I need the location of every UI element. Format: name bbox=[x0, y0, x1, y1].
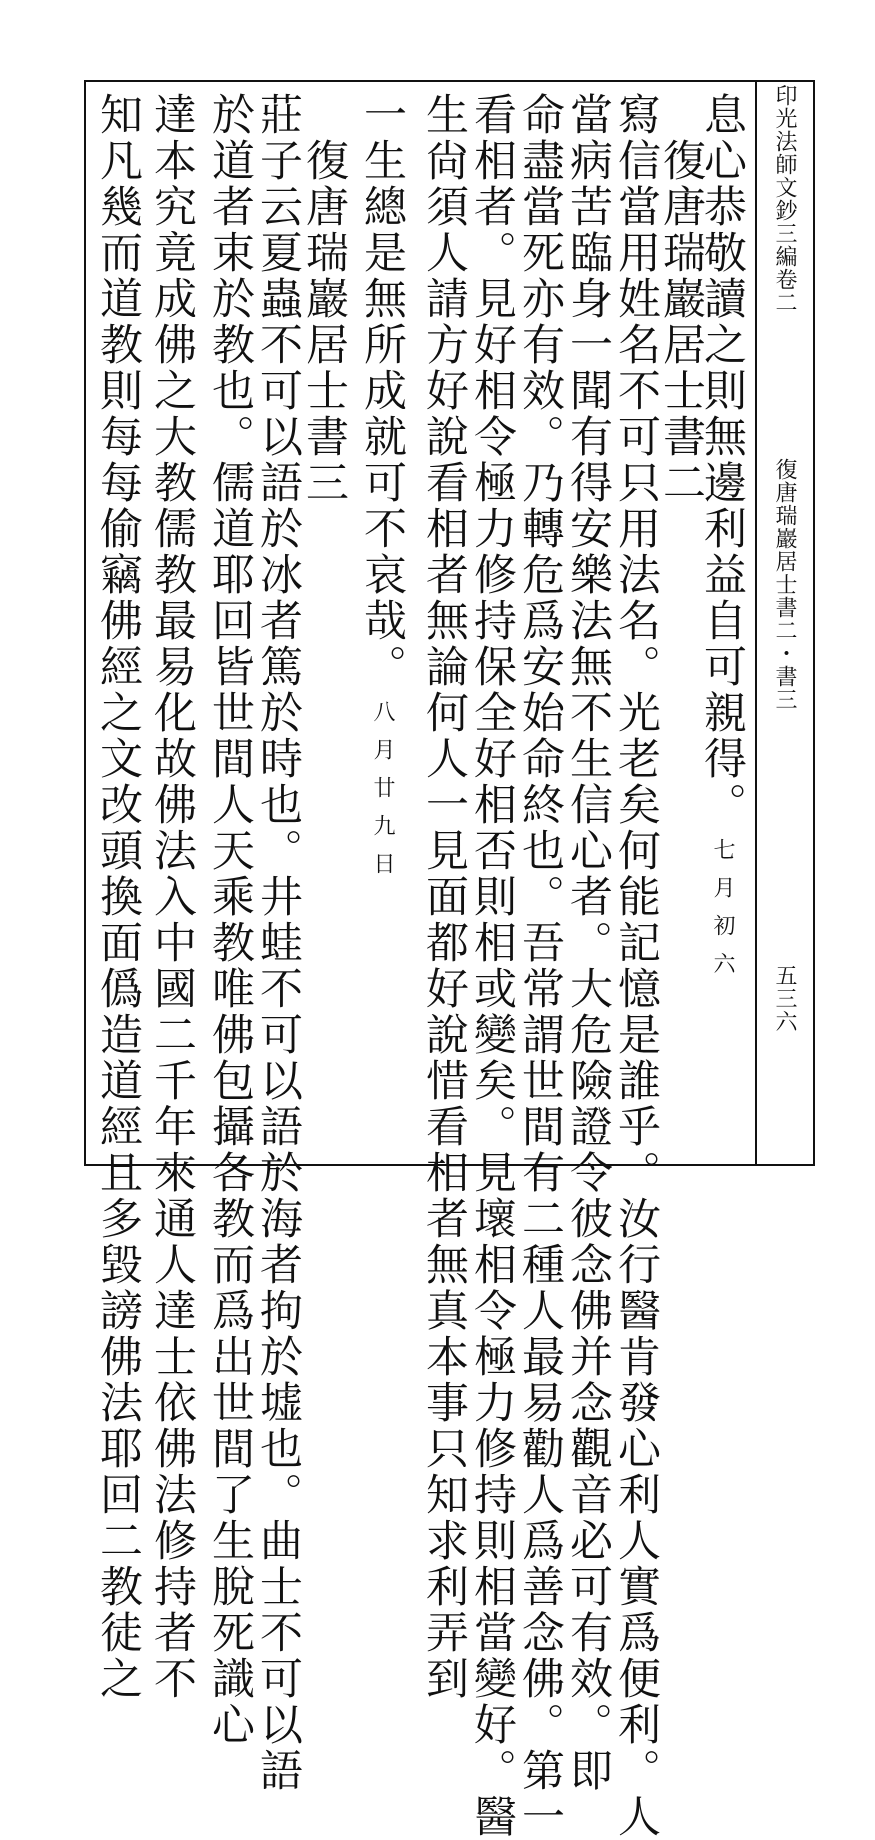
text-column: 息心恭敬讀之則無邊利益自可親得。七月初六 bbox=[697, 92, 747, 990]
text-column: 達本究竟成佛之大教儒教最易化故佛法入中國二千年來通人達士依佛法修持者不 bbox=[147, 92, 197, 1702]
date-note: 八月廿九日 bbox=[370, 700, 395, 890]
page-number: 五三六 bbox=[772, 964, 797, 1033]
text-column: 知凡幾而道教則每每偷竊佛經之文改頭換面僞造道經且多毀謗佛法耶回二教徒之 bbox=[93, 92, 143, 1702]
text-column: 於道者束於教也。儒道耶回皆世間人天乘教唯佛包攝各教而爲出世間了生脫死識心 bbox=[205, 92, 255, 1748]
text-column: 生尙須人請方好說看相者無論何人一見面都好說惜看相者無真本事只知求利弄到 bbox=[419, 92, 469, 1702]
margin-divider bbox=[755, 80, 757, 1166]
text-column: 一生總是無所成就可不哀哉。八月廿九日 bbox=[357, 92, 407, 890]
text-column: 當病苦臨身一聞有得安樂法無不生信心者。大危險證令彼念佛并念觀音必可有效。即 bbox=[563, 92, 613, 1794]
date-note: 七月初六 bbox=[710, 838, 735, 990]
text-column: 莊子云夏蟲不可以語於冰者篤於時也。井蛙不可以語於海者拘於墟也。曲士不可以語 bbox=[253, 92, 303, 1794]
text-column: 看相者。見好相令極力修持保全好相否則相或變矣。見壞相令極力修持則相當變好。醫 bbox=[467, 92, 517, 1840]
text-column: 命盡當死亦有效。乃轉危爲安始命終也。吾常謂世間有二種人最易勸人爲善念佛。第一 bbox=[515, 92, 565, 1840]
book-title: 印光法師文鈔三編卷二 bbox=[772, 84, 797, 314]
letter-heading: 復唐瑞巖居士書三 bbox=[299, 92, 349, 506]
section-title: 復唐瑞巖居士書二・書三 bbox=[772, 458, 797, 711]
text-column: 寫信當用姓名不可只用法名。光老矣何能記憶是誰乎。汝行醫肯發心利人實爲便利。人 bbox=[611, 92, 661, 1840]
letter-heading: 復唐瑞巖居士書二 bbox=[656, 92, 706, 506]
